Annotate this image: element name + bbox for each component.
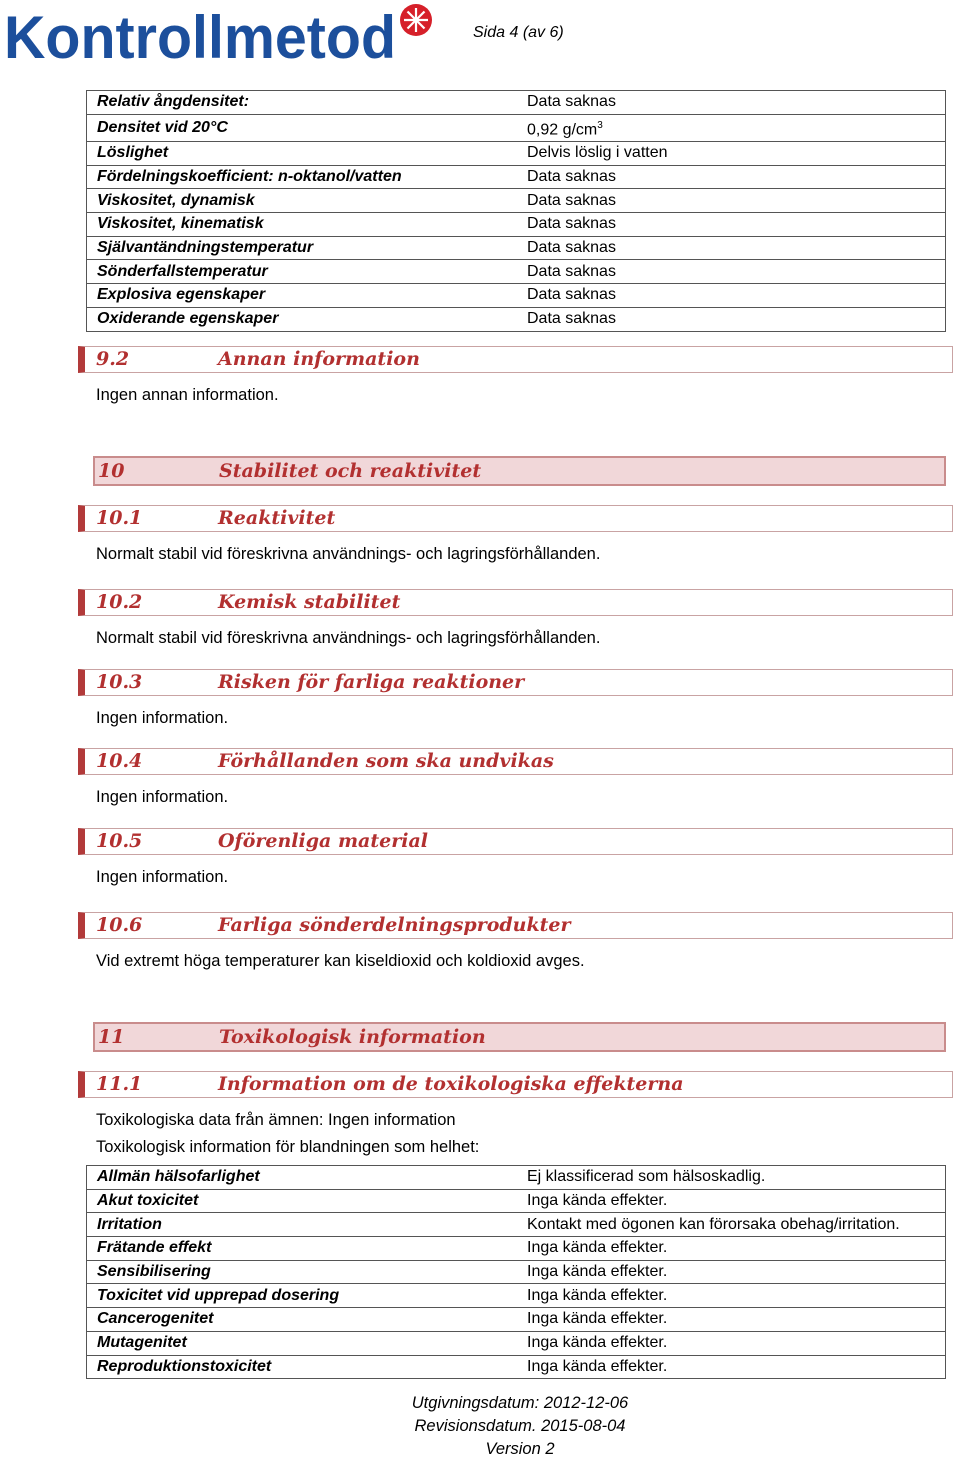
property-value-text: Delvis löslig i vatten [527,144,668,162]
property-name: Relativ ångdensitet: [87,91,518,115]
section-9-2-text: Ingen annan information. [96,386,279,404]
section-10-4-text: Ingen information. [96,788,229,806]
table-row [87,284,946,308]
table-row [87,1308,946,1332]
property-value-text: Inga kända effekter. [527,1357,668,1375]
property-name: Självantändningstemperatur [87,236,518,260]
table-row [87,1284,946,1308]
svg-text:Kontrollmetod: Kontrollmetod [4,4,396,64]
property-name: Densitet vid 20°C [87,114,518,141]
property-name: Sönderfallstemperatur [87,260,518,284]
section-11-1-text-2: Toxikologisk information för blandningen som helhet: [96,1138,480,1156]
property-name: Allmän hälsofarlighet [87,1166,518,1190]
property-value [517,91,946,115]
property-value-text: Data saknas [527,93,616,111]
property-value [517,165,946,189]
section-11-heading: 11 Toxikologisk information [93,1022,946,1052]
table-row [87,1355,946,1379]
property-value-text: Data saknas [527,215,616,233]
property-name: Löslighet [87,142,518,166]
property-value-text: Inga kända effekter. [527,1286,668,1304]
property-name: Viskositet, dynamisk [87,189,518,213]
property-value-text: 0,92 g/cm [527,121,598,139]
property-value [517,307,946,331]
property-value-text: Inga kända effekter. [527,1263,668,1281]
section-10-1-text: Normalt stabil vid föreskrivna användnings- och lagringsförhållanden. [96,545,601,563]
footer-issue-date: Utgivningsdatum: 2012-12-06 [411,1394,629,1412]
footer-revision-date: Revisionsdatum. 2015-08-04 [414,1417,626,1435]
property-name: Toxicitet vid upprepad dosering [87,1284,518,1308]
property-name: Irritation [87,1213,518,1237]
property-value [517,1213,946,1237]
section-10-heading: 10 Stabilitet och reaktivitet [93,456,946,486]
section-10-4-heading: 10.4 Förhållanden som ska undvikas [78,748,953,775]
section-10-2-heading: 10.2 Kemisk stabilitet [78,589,953,616]
page-number: Sida 4 (av 6) [473,24,564,41]
property-name: Akut toxicitet [87,1189,518,1213]
table-row [87,1166,946,1190]
property-value-text: Inga kända effekter. [527,1192,668,1210]
property-value [517,1355,946,1379]
property-name: Explosiva egenskaper [87,284,518,308]
section-11-1-heading: 11.1 Information om de toxikologiska effekterna [78,1071,953,1098]
property-value [517,1237,946,1261]
star-icon [400,4,432,36]
property-value [517,260,946,284]
toxicology-table [86,1165,946,1379]
table-row [87,307,946,331]
property-name: Frätande effekt [87,1237,518,1261]
table-row [87,260,946,284]
property-value-text: Data saknas [527,286,616,304]
physical-properties-table [86,90,946,332]
property-value [517,1189,946,1213]
table-row [87,1331,946,1355]
property-name: Fördelningskoefficient: n-oktanol/vatten [87,165,518,189]
superscript: 3 [597,119,603,131]
property-value-text: Inga kända effekter. [527,1239,668,1257]
table-row [87,165,946,189]
table-row [87,213,946,237]
footer-version: Version 2 [485,1440,555,1458]
property-value-text: Inga kända effekter. [527,1310,668,1328]
property-value-text: Data saknas [527,191,616,209]
property-value [517,213,946,237]
section-11-1-text-1: Toxikologiska data från ämnen: Ingen information [96,1111,456,1129]
table-row [87,114,946,141]
property-value [517,1308,946,1332]
property-value-text: Ej klassificerad som hälsoskadlig. [527,1168,766,1186]
property-name: Oxiderande egenskaper [87,307,518,331]
section-9-2-heading: 9.2 Annan information [78,346,953,373]
section-10-2-text: Normalt stabil vid föreskrivna användnings- och lagringsförhållanden. [96,629,601,647]
property-name: Sensibilisering [87,1260,518,1284]
section-10-3-text: Ingen information. [96,709,229,727]
property-value [517,1166,946,1190]
property-name: Mutagenitet [87,1331,518,1355]
property-value-text: Data saknas [527,310,616,328]
property-value-text: Inga kända effekter. [527,1334,668,1352]
property-value-text: Kontakt med ögonen kan förorsaka obehag/irritation. [527,1215,900,1233]
property-value [517,189,946,213]
section-10-1-heading: 10.1 Reaktivitet [78,505,953,532]
property-name: Cancerogenitet [87,1308,518,1332]
table-row [87,1213,946,1237]
property-value [517,284,946,308]
property-value-text: Data saknas [527,168,616,186]
section-10-6-text: Vid extremt höga temperaturer kan kiseldioxid och koldioxid avges. [96,952,585,970]
property-value [517,114,946,141]
property-name: Viskositet, kinematisk [87,213,518,237]
property-value-text: Data saknas [527,239,616,257]
table-row [87,1237,946,1261]
table-row [87,142,946,166]
property-value [517,1284,946,1308]
company-logo [4,2,434,64]
section-10-3-heading: 10.3 Risken för farliga reaktioner [78,669,953,696]
section-10-6-heading: 10.6 Farliga sönderdelningsprodukter [78,912,953,939]
property-value [517,1260,946,1284]
property-value [517,236,946,260]
section-10-5-heading: 10.5 Oförenliga material [78,828,953,855]
table-row [87,1189,946,1213]
table-row [87,236,946,260]
table-row [87,1260,946,1284]
property-value-text: Data saknas [527,262,616,280]
section-10-5-text: Ingen information. [96,868,229,886]
property-value [517,142,946,166]
property-value [517,1331,946,1355]
table-row [87,91,946,115]
table-row [87,189,946,213]
property-name: Reproduktionstoxicitet [87,1355,518,1379]
